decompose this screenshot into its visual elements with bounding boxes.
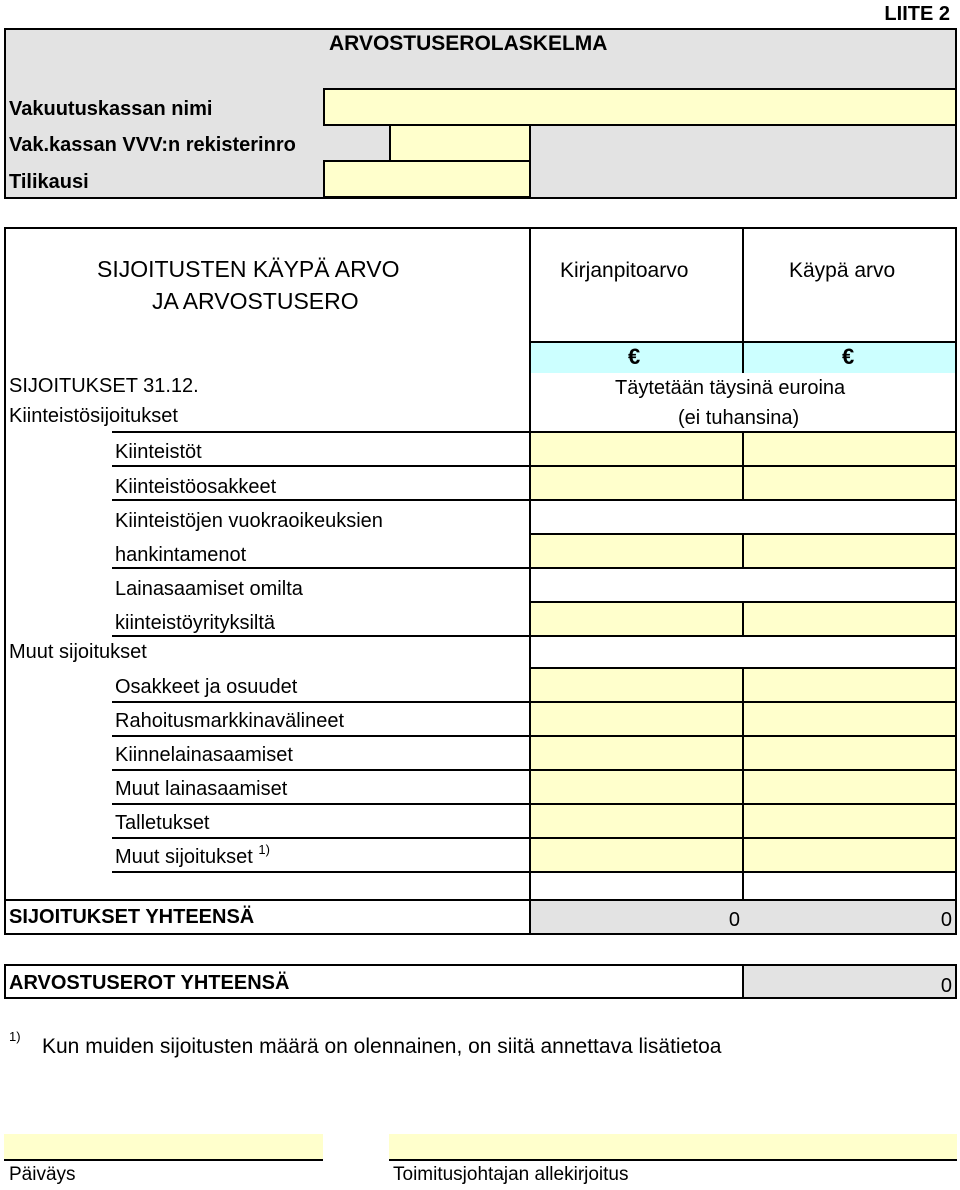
real-estate-heading: Kiinteistösijoitukset	[9, 405, 178, 427]
table-heading-line1: SIJOITUSTEN KÄYPÄ ARVO	[97, 256, 400, 282]
row-label-shares: Osakkeet ja osuudet	[115, 676, 298, 698]
input-fair-other-investments[interactable]	[744, 839, 955, 871]
fiscal-year-input[interactable]	[323, 160, 531, 198]
total-row-bg	[531, 901, 955, 933]
input-fair-mortgage-loans[interactable]	[744, 737, 955, 769]
date-input[interactable]	[4, 1134, 323, 1161]
input-book-real-estate-shares[interactable]	[531, 467, 742, 499]
footnote-text: Kun muiden sijoitusten määrä on olennainen, on siitä annettava lisätietoa	[42, 1035, 722, 1058]
row-label-lease-rights-line1: Kiinteistöjen vuokraoikeuksien	[115, 510, 383, 532]
row-label-other-investments: Muut sijoitukset $^{1)}$	[115, 842, 270, 868]
input-book-money-market[interactable]	[531, 703, 742, 735]
fund-name-input[interactable]	[323, 88, 957, 126]
table-heading-line2: JA ARVOSTUSERO	[152, 288, 359, 314]
input-book-other-loans[interactable]	[531, 771, 742, 803]
fiscal-year-label: Tilikausi	[9, 171, 89, 193]
valuation-difference-cell	[744, 966, 955, 997]
input-fair-deposits[interactable]	[744, 805, 955, 837]
row-label-deposits: Talletukset	[115, 812, 210, 834]
input-fair-other-loans[interactable]	[744, 771, 955, 803]
input-book-mortgage-loans[interactable]	[531, 737, 742, 769]
other-investments-heading: Muut sijoitukset	[9, 641, 147, 663]
total-investments-label: SIJOITUKSET YHTEENSÄ	[9, 906, 255, 928]
input-book-real-estate[interactable]	[531, 433, 742, 465]
attachment-label: LIITE 2	[884, 3, 950, 25]
form-title: ARVOSTUSEROLASKELMA	[329, 32, 608, 55]
input-book-other-investments[interactable]	[531, 839, 742, 871]
row-label-loan-receivables-line2: kiinteistöyrityksiltä	[115, 612, 276, 634]
book-value-column-header: Kirjanpitoarvo	[560, 259, 689, 282]
row-label-lease-rights-line2: hankintamenot	[115, 544, 247, 566]
fund-name-label: Vakuutuskassan nimi	[9, 98, 213, 120]
footnote-ref: 1)	[258, 842, 270, 857]
signature-input[interactable]	[389, 1134, 957, 1161]
row-label-other-loans: Muut lainasaamiset	[115, 778, 288, 800]
input-fair-money-market[interactable]	[744, 703, 955, 735]
fair-value-column-header: Käypä arvo	[789, 259, 896, 282]
input-fair-shares[interactable]	[744, 669, 955, 701]
input-fair-real-estate[interactable]	[744, 433, 955, 465]
footnote-marker: 1)	[9, 1029, 21, 1044]
date-label: Päiväys	[9, 1164, 76, 1185]
valuation-difference-value: 0	[940, 975, 952, 997]
input-book-deposits[interactable]	[531, 805, 742, 837]
section-date-heading: SIJOITUKSET 31.12.	[9, 375, 199, 397]
row-label-money-market: Rahoitusmarkkinavälineet	[115, 710, 345, 732]
row-label-real-estate-shares: Kiinteistöosakkeet	[115, 476, 277, 498]
input-book-shares[interactable]	[531, 669, 742, 701]
total-book-value: 0	[728, 909, 740, 931]
input-fair-loan-receivables[interactable]	[744, 603, 955, 635]
valuation-difference-label: ARVOSTUSEROT YHTEENSÄ	[9, 972, 290, 994]
euro-icon: €	[628, 344, 641, 369]
input-fair-real-estate-shares[interactable]	[744, 467, 955, 499]
registry-number-input[interactable]	[389, 124, 531, 162]
total-fair-value: 0	[940, 909, 952, 931]
fill-instruction-line1: Täytetään täysinä euroina	[615, 377, 846, 399]
row-label-real-estate: Kiinteistöt	[115, 441, 202, 463]
row-label-loan-receivables-line1: Lainasaamiset omilta	[115, 578, 303, 600]
input-book-loan-receivables[interactable]	[531, 603, 742, 635]
registry-number-label: Vak.kassan VVV:n rekisterinro	[9, 134, 296, 156]
signature-label: Toimitusjohtajan allekirjoitus	[393, 1164, 629, 1185]
fill-instruction-line2: (ei tuhansina)	[678, 407, 800, 429]
input-fair-lease-rights[interactable]	[744, 535, 955, 567]
euro-icon: €	[842, 344, 855, 369]
row-label-mortgage-loans: Kiinnelainasaamiset	[115, 744, 293, 766]
input-book-lease-rights[interactable]	[531, 535, 742, 567]
